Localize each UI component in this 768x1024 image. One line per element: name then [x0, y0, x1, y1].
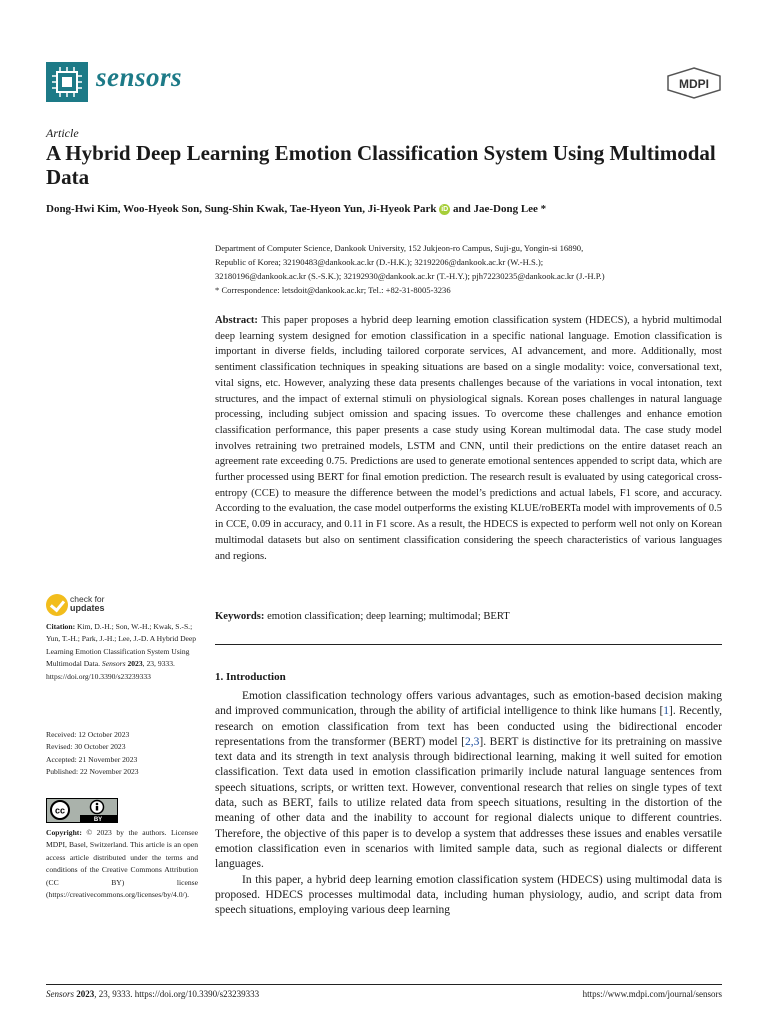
check-for-updates-button[interactable]	[46, 594, 126, 618]
dates-block	[46, 729, 198, 779]
introduction-body	[215, 689, 722, 918]
received-date: Received: 12 October 2023	[46, 730, 130, 739]
affiliation-line: Republic of Korea; 32190483@dankook.ac.kr (D.-H.K.); 32192206@dankook.ac.kr (W.-H.S.);	[215, 257, 544, 267]
mdpi-logo-icon[interactable]	[666, 67, 722, 99]
section-divider	[215, 644, 722, 645]
citation-text-tail[interactable]: , 23, 9333. https://doi.org/10.3390/s23239333	[46, 659, 175, 681]
paragraph-text: ]. BERT is distinctive for its pretraining on massive text data and its strength in text analysis through bidirectional learning, making it well suited for emotion classification. Text data used in emotion classification primarily include natural language sentences from speech situations, scripts, or written text. However, conventional research that relies on single types of text data, such as BERT, fails to utilize related data from speech situations, resulting in the distortion of the meaning of other data and the inability to account for regional dialects unique to different countries. Therefore, the objective of this paper is to develop a system that addresses these issues and enables versatile emotion classification even in scenarios with limited sample data, such as regional dialects or different languages.	[215, 735, 722, 871]
citation-link[interactable]: 1	[663, 705, 670, 718]
published-date: Published: 22 November 2023	[46, 767, 139, 777]
keywords-text: emotion classification; deep learning; multimodal; BERT	[267, 611, 510, 622]
paragraph-text: Emotion classification technology offers various advantages, such as emotion-based decision making and improved communication, through the ability of artificial intelligence to think like humans [	[215, 690, 722, 718]
check-updates-label: check for	[70, 594, 105, 604]
section-heading: 1. Introduction	[215, 671, 286, 683]
authors-text-last: and Jae-Dong Lee *	[452, 203, 547, 215]
check-updates-label-bold: updates	[70, 603, 105, 613]
correspondence-line: * Correspondence: letsdoit@dankook.ac.kr; Tel.: +82-31-8005-3236	[215, 285, 451, 295]
keywords-label: Keywords:	[215, 611, 265, 622]
footer-journal-url-link[interactable]: https://www.mdpi.com/journal/sensors	[582, 989, 722, 999]
footer-journal: Sensors	[46, 989, 75, 999]
svg-text:cc: cc	[54, 805, 66, 816]
affiliation-line: Department of Computer Science, Dankook University, 152 Jukjeon-ro Campus, Suji-gu, Yongin-si 16890,	[215, 243, 584, 253]
affiliation-block	[215, 241, 725, 297]
article-type: Article	[46, 126, 79, 140]
citation-year: 2023	[127, 659, 143, 669]
footer-divider	[46, 984, 722, 985]
citation-journal: Sensors	[101, 659, 126, 669]
svg-text:BY: BY	[93, 817, 103, 822]
author-list	[46, 203, 546, 215]
paragraph	[215, 689, 722, 873]
abstract	[215, 313, 722, 564]
revised-date: Revised: 30 October 2023	[46, 742, 126, 752]
copyright-label: Copyright:	[46, 828, 82, 837]
footer-doi-link[interactable]: , 23, 9333. https://doi.org/10.3390/s23239333	[94, 989, 260, 999]
check-updates-icon	[46, 594, 68, 616]
citation-text: Kim, D.-H.; Son, W.-H.; Kwak, S.-S.; Yun, T.-H.; Park, J.-H.; Lee, J.-D. A Hybrid Deep Learning Emotion Classification System Using Multimodal Data.	[46, 622, 197, 669]
citation-link[interactable]: 2,3	[465, 735, 480, 748]
accepted-date: Accepted: 21 November 2023	[46, 754, 138, 764]
abstract-label: Abstract:	[215, 315, 258, 326]
footer-year: 2023	[76, 989, 95, 999]
copyright-block	[46, 827, 198, 901]
journal-logo-icon	[46, 62, 88, 102]
authors-text: Dong-Hwi Kim, Woo-Hyeok Son, Sung-Shin Kwak, Tae-Hyeon Yun, Ji-Hyeok Park	[46, 203, 437, 215]
footer-citation	[46, 989, 259, 999]
orcid-icon[interactable]: iD	[441, 206, 449, 213]
journal-name[interactable]: sensors	[96, 62, 183, 92]
paragraph: In this paper, a hybrid deep learning emotion classification system (HDECS) using multimodal data is proposed. HDECS processes multimodal data, including human physiology, audio, and script data from speech situations, employing various deep learning	[215, 873, 722, 917]
abstract-text: This paper proposes a hybrid deep learning emotion classification system (HDECS), a hybrid multimodal deep learning system designed for emotion classification in a specific national language. Emotion classification is important in diverse fields, including tailored corporate services, AI advancement, and more. Additionally, most sentiment classification techniques in speaking situations are based on a single modality: voice, conversational text, vital signs, etc. However, analyzing these data presents challenges because of the variations in vocal intonation, text structures, and the impact of external stimuli on physiological signals. Korean poses challenges in natural language processing, including subject omission and spacing issues. To overcome these challenges and enhance emotion classification performance, this paper presents a case study using Korean multimodal data. The case study model involves retraining two pretrained models, LSTM and CNN, until their predictions on the entire dataset reach an agreement rate exceeding 0.75. Predictions are used to generate emotional sentences appended to script data, which are further processed using BERT for final emotion prediction. The research result is evaluated by using categorical cross-entropy (CCE) to measure the difference between the model’s predictions and actual labels, F1 score, and accuracy. According to the evaluation, the case model outperforms the existing KLUE/roBERTa model with improvements of 0.5 in CCE, 0.09 in accuracy, and 0.11 in F1 score. As a result, the HDECS is expected to perform well not only on Korean multimodal datasets but also on sentiment classification considering the speech characteristics of various languages and regions.	[215, 315, 722, 562]
paragraph-text: ]. Recently, research on emotion classification from text has been conducted using the bidirectional encoder representations from the transformer (BERT) model [	[215, 705, 722, 748]
citation-label: Citation:	[46, 622, 76, 631]
citation-block	[46, 621, 198, 683]
article-title: A Hybrid Deep Learning Emotion Classification System Using Multimodal Data	[46, 141, 716, 189]
affiliation-line: 32180196@dankook.ac.kr (S.-S.K.); 32192930@dankook.ac.kr (T.-H.Y.); pjh72230235@dankook.ac.kr (J.-H.P.)	[215, 271, 605, 281]
keywords	[215, 611, 722, 622]
cc-by-license-badge[interactable]	[46, 798, 118, 823]
copyright-text: © 2023 by the authors. Licensee MDPI, Basel, Switzerland. This article is an open access article distributed under the terms and conditions of the Creative Commons Attribution (CC BY) license (https://creativecommons.org/licenses/by/4.0/).	[46, 828, 198, 900]
svg-text:MDPI: MDPI	[679, 77, 709, 91]
